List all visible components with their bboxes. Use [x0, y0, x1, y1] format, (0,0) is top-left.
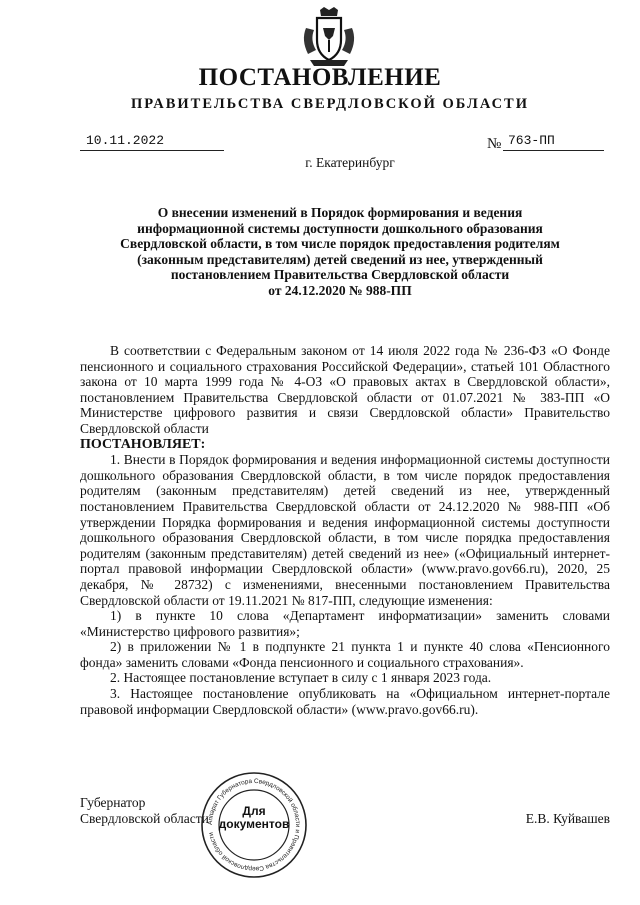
heading-line: от 24.12.2020 № 988-ПП [268, 282, 412, 298]
position-line: Губернатор [80, 795, 146, 810]
document-number: 763-ПП [503, 132, 604, 151]
item-1-2-paragraph: 2) в приложении № 1 в подпункте 21 пункта 1 и пункте 40 слова «Пенсионного фонда» заменить словами «Фонда пенсионного и социального страхования». [80, 639, 610, 670]
stamp-ring-text: Аппарат Губернатора Свердловской области и Правительства Свердловской области [206, 777, 302, 873]
issue-city: г. Екатеринбург [305, 155, 395, 170]
decree-word: ПОСТАНОВЛЯЕТ: [80, 436, 206, 452]
signatory-position [80, 795, 209, 827]
heading-line: Свердловской области, в том числе порядок предоставления родителям [120, 236, 560, 252]
issuing-authority: ПРАВИТЕЛЬСТВА СВЕРДЛОВСКОЙ ОБЛАСТИ [130, 96, 530, 112]
signatory-name: Е.В. Куйвашев [525, 811, 610, 826]
item-3-paragraph: 3. Настоящее постановление опубликовать на «Официальном интернет-портале правовой информации Свердловской области» (www.pravo.gov66.ru). [80, 686, 610, 717]
document-heading [70, 205, 610, 299]
document-body [80, 343, 610, 717]
number-label: № [487, 136, 502, 152]
item-1-paragraph: 1. Внести в Порядок формирования и ведения информационной системы доступности дошкольного образования Свердловской области, в том числе порядок предоставления родителям (законным представителям) детей сведений из нее, утвержденный постановлением Правительства Свердловской области от 24.12.2020 № 988-ПП «Об утверждении Порядка формирования и ведения информационной системы доступности дошкольного образования Свердловской области, в том числе порядка предоставления родителям (законным представителям) детей сведений из нее» («Официальный интернет-портал правовой информации Свердловской области» (www.pravo.gov66.ru), 2020, 25 декабря, № 28732) с изменениями, внесенными постановлением Правительства Свердловской области от 19.11.2021 № 817-ПП, следующие изменения: [80, 452, 610, 608]
heading-line: информационной системы доступности дошкольного образования [137, 220, 543, 236]
stamp-line: документов [218, 817, 290, 831]
item-2-paragraph: 2. Настоящее постановление вступает в силу с 1 января 2023 года. [110, 670, 492, 686]
document-date: 10.11.2022 [80, 132, 224, 151]
stamp-line: Для [242, 804, 266, 818]
heading-line: (законным представителям) детей сведений из нее, утвержденный [137, 251, 543, 267]
stamp-label [204, 805, 304, 831]
item-1-1-paragraph: 1) в пункте 10 слова «Департамент информатизации» заменить словами «Министерство цифрового развития»; [80, 608, 610, 639]
document-title: ПОСТАНОВЛЕНИЕ [198, 64, 442, 91]
position-line: Свердловской области [80, 811, 209, 826]
coat-of-arms-icon [298, 6, 360, 68]
heading-line: О внесении изменений в Порядок формирования и ведения [157, 205, 523, 220]
preamble-paragraph: В соответствии с Федеральным законом от 14 июля 2022 года № 236-ФЗ «О Фонде пенсионного и социального страхования Российской Федерации», статьей 101 Областного закона от 10 марта 1999 года № 4-ОЗ «О правовых актах в Свердловской области», постановлением Правительства Свердловской области от 01.07.2021 № 383-ПП «О Министерстве цифрового развития и связи Свердловской области» Правительство Свердловской области [80, 343, 610, 436]
heading-line: постановлением Правительства Свердловской области [170, 267, 510, 283]
